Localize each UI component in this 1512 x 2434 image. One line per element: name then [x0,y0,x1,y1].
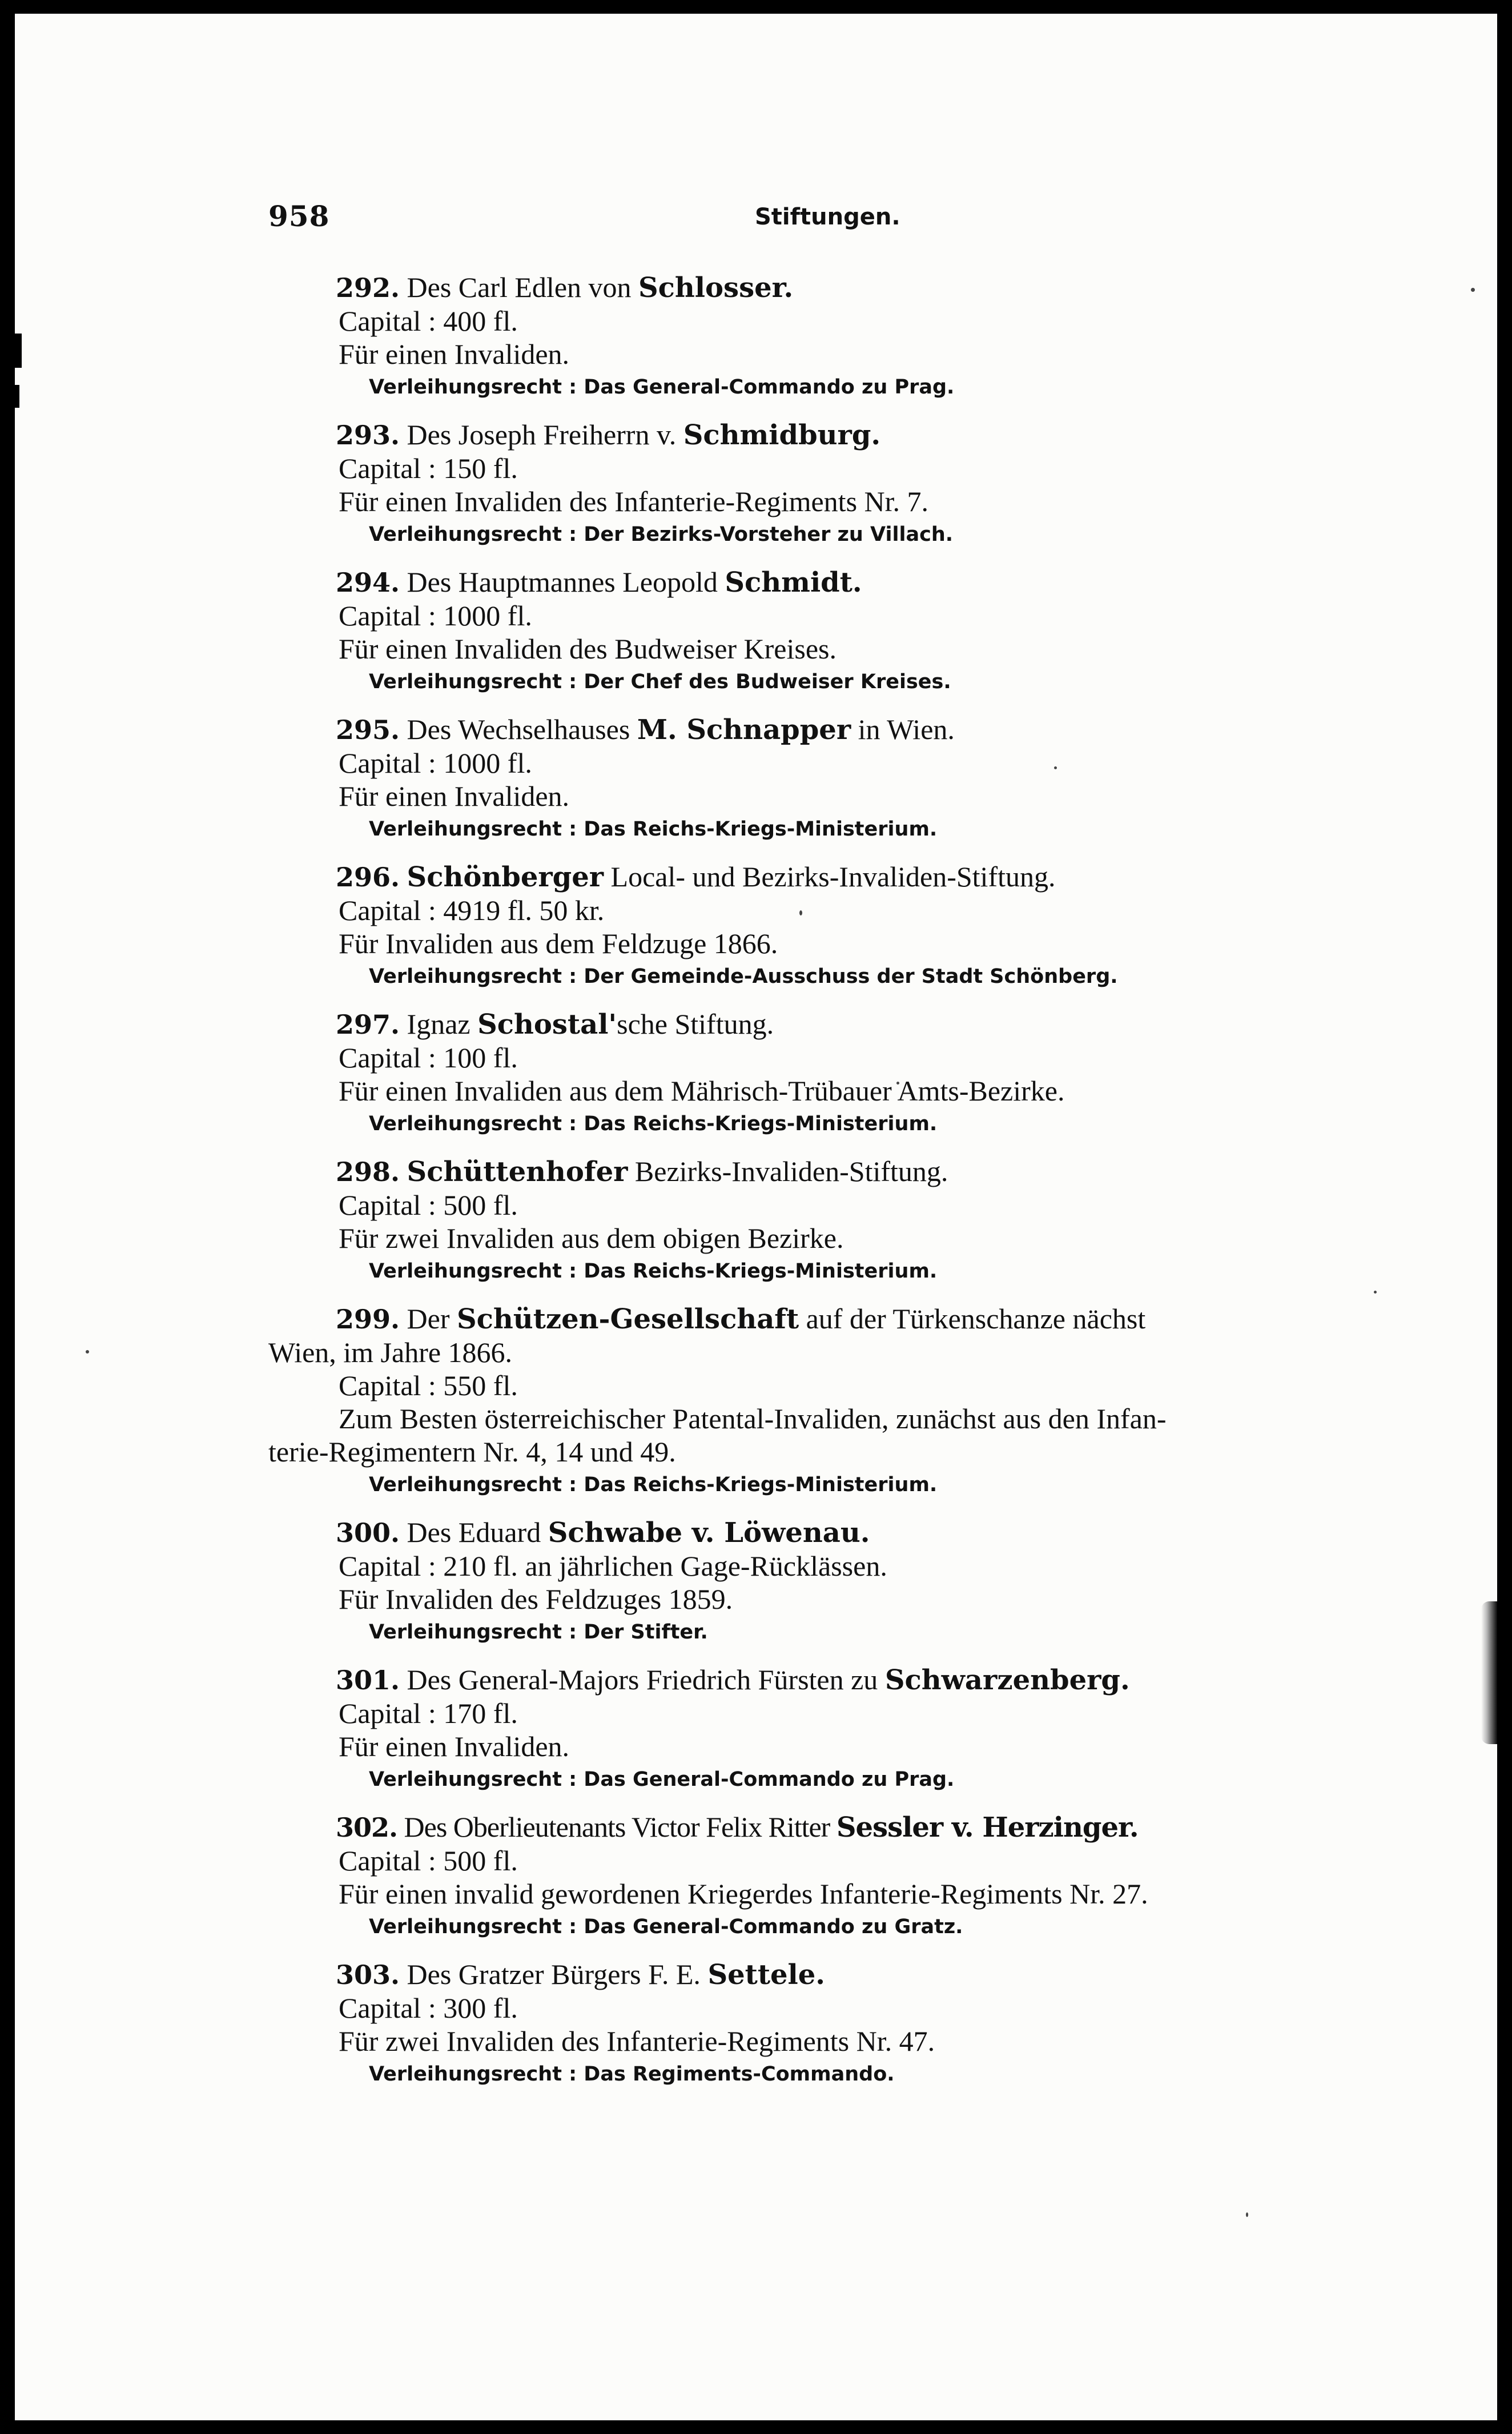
entry-capital: Capital : 4919 fl. 50 kr. [339,894,605,926]
entry-295 [336,713,1341,846]
paper-speck [1471,288,1475,292]
entry-founder-name: Sessler v. Herzinger [836,1812,1129,1843]
entry-title-text: Ignaz [407,1008,471,1040]
entry-grant-right: Verleihungsrecht : Das Regiments-Commando. [369,2063,895,2086]
entry-capital: Capital : 500 fl. [339,1189,518,1221]
entry-298 [336,1155,1341,1288]
entry-purpose: Für Invaliden des Feldzuges 1859. [339,1583,733,1615]
entry-number: 302. [336,1812,398,1843]
entry-grant-right: Verleihungsrecht : Der Gemeinde-Ausschuss der Stadt Schönberg. [369,965,1118,988]
entry-purpose: Für einen Invaliden aus dem Mährisch-Trübauer Amts-Bezirke. [339,1075,1065,1107]
entry-title [336,1516,1341,1549]
entry-founder-name: Schüttenhofer [407,1156,628,1188]
entry-purpose: Für zwei Invaliden aus dem obigen Bezirke. [339,1222,844,1254]
entry-title-text: Des Eduard [407,1516,541,1548]
entry-299 [268,1302,1341,1501]
entry-capital: Capital : 300 fl. [339,1992,518,2024]
entry-number: 293. [336,420,400,451]
entry-title-suffix: auf der Türkenschanze nächst [806,1303,1146,1335]
entry-founder-name: Schostal' [477,1009,617,1041]
entry-capital: Capital : 550 fl. [339,1369,518,1401]
entry-302 [336,1810,1341,1943]
entry-title-suffix: Local- und Bezirks-Invaliden-Stiftung. [610,861,1056,893]
entry-grant-right: Verleihungsrecht : Der Chef des Budweiser Kreises. [369,670,951,693]
entry-title-text: Der [407,1303,450,1335]
entry-founder-name: Schmidt [725,567,852,599]
entry-number: 292. [336,272,400,303]
entry-title [336,1958,1341,1991]
binding-shadow-top [15,334,22,368]
entry-grant-right: Verleihungsrecht : Das General-Commando zu Prag. [369,376,955,399]
entry-296 [336,860,1341,993]
entry-capital: Capital : 170 fl. [339,1697,518,1729]
entry-founder-name: Schützen-Gesellschaft [457,1303,799,1335]
entry-founder-name: Settele [707,1959,816,1991]
entry-purpose: Für Invaliden aus dem Feldzuge 1866. [339,927,778,959]
entry-title-text: Des General-Majors Friedrich Fürsten zu [407,1664,878,1696]
entry-founder-name: Schmidburg [683,419,871,451]
paper-speck [1246,2212,1248,2217]
entry-grant-right: Verleihungsrecht : Das Reichs-Kriegs-Ministerium. [369,1112,938,1135]
entry-capital: Capital : 100 fl. [339,1042,518,1074]
foundation-entries [268,271,1341,2105]
entry-grant-right: Verleihungsrecht : Das Reichs-Kriegs-Ministerium. [369,818,938,841]
entry-292 [336,271,1341,404]
entry-title-text: Des Wechselhauses [407,713,630,745]
entry-title [336,1302,1341,1336]
entry-title-suffix: Bezirks-Invaliden-Stiftung. [634,1155,948,1187]
entry-294 [336,565,1341,698]
entry-title [336,1007,1341,1041]
entry-purpose-continuation: terie-Regimentern Nr. 4, 14 und 49. [268,1436,676,1468]
entry-capital: Capital : 500 fl. [339,1845,518,1877]
book-page [15,14,1497,2420]
entry-grant-right: Verleihungsrecht : Das General-Commando zu Gratz. [369,1915,963,1938]
entry-title-suffix: . [871,419,881,451]
entry-grant-right: Verleihungsrecht : Das Reichs-Kriegs-Ministerium. [369,1473,938,1496]
entry-title-suffix: in Wien. [858,713,955,745]
page-heading: Stiftungen. [755,204,900,230]
entry-capital: Capital : 400 fl. [339,305,518,337]
entry-301 [336,1663,1341,1796]
entry-number: 294. [336,567,400,598]
entry-title-suffix: sche Stiftung. [617,1008,774,1040]
entry-grant-right: Verleihungsrecht : Der Stifter. [369,1621,708,1644]
page-number: 958 [268,199,330,233]
entry-303 [336,1958,1341,2091]
entry-capital: Capital : 210 fl. an jährlichen Gage-Rücklässen. [339,1550,887,1582]
entry-title [336,1155,1341,1188]
entry-purpose: Für einen Invaliden des Infanterie-Regiments Nr. 7. [339,485,929,517]
entry-title-suffix: . [852,567,862,599]
entry-title-suffix: . [783,272,794,304]
entry-title [336,860,1341,894]
page-edge-clip [1481,1601,1497,1744]
entry-purpose: Zum Besten österreichischer Patental-Invaliden, zunächst aus den Infan- [339,1403,1167,1435]
entry-title-suffix: . [860,1517,870,1549]
entry-title [336,713,1341,746]
paper-speck [1374,1291,1377,1294]
entry-number: 297. [336,1009,400,1040]
entry-number: 299. [336,1304,400,1335]
entry-grant-right: Verleihungsrecht : Der Bezirks-Vorsteher zu Villach. [369,523,954,546]
binding-shadow-bottom [15,385,19,408]
entry-293 [336,418,1341,551]
entry-purpose: Für einen Invaliden des Budweiser Kreises. [339,633,837,665]
entry-title-text: Des Oberlieutenants Victor Felix Ritter [404,1811,830,1843]
entry-297 [336,1007,1341,1140]
entry-capital: Capital : 1000 fl. [339,600,532,632]
entry-title [336,565,1341,599]
entry-purpose: Für einen Invaliden. [339,338,570,370]
entry-title [336,1810,1341,1844]
entry-purpose: Für zwei Invaliden des Infanterie-Regiments Nr. 47. [339,2025,935,2057]
entry-300 [336,1516,1341,1649]
entry-founder-name: Schwarzenberg [884,1664,1120,1696]
entry-title-suffix: . [1120,1664,1130,1696]
entry-purpose: Für einen invalid gewordenen Kriegerdes Infanterie-Regiments Nr. 27. [339,1878,1148,1910]
paper-speck [86,1350,89,1353]
entry-grant-right: Verleihungsrecht : Das General-Commando zu Prag. [369,1768,955,1791]
entry-title-text: Des Joseph Freiherrn v. [407,419,677,451]
entry-title-text: Des Carl Edlen von [407,271,632,303]
entry-founder-name: Schlosser [638,272,784,304]
entry-purpose: Für einen Invaliden. [339,1730,570,1762]
entry-title-suffix: . [1129,1812,1139,1843]
entry-capital: Capital : 1000 fl. [339,747,532,779]
entry-title-text: Des Hauptmannes Leopold [407,566,718,598]
entry-number: 298. [336,1156,400,1187]
entry-grant-right: Verleihungsrecht : Das Reichs-Kriegs-Ministerium. [369,1260,938,1283]
entry-founder-name: Schönberger [407,861,604,893]
entry-title [336,1663,1341,1697]
entry-number: 303. [336,1959,400,1990]
entry-capital: Capital : 150 fl. [339,452,518,484]
entry-founder-name: Schwabe v. Löwenau [548,1517,860,1549]
entry-number: 301. [336,1665,400,1696]
entry-title-continuation: Wien, im Jahre 1866. [268,1336,513,1368]
entry-number: 295. [336,714,400,745]
entry-title-text: Des Gratzer Bürgers F. E. [407,1958,701,1990]
entry-number: 300. [336,1517,400,1548]
entry-title-suffix: . [815,1959,826,1991]
entry-number: 296. [336,862,400,893]
running-head [15,199,1497,239]
entry-title [336,271,1341,304]
entry-purpose: Für einen Invaliden. [339,780,570,812]
entry-founder-name: M. Schnapper [637,714,851,746]
entry-title [336,418,1341,452]
